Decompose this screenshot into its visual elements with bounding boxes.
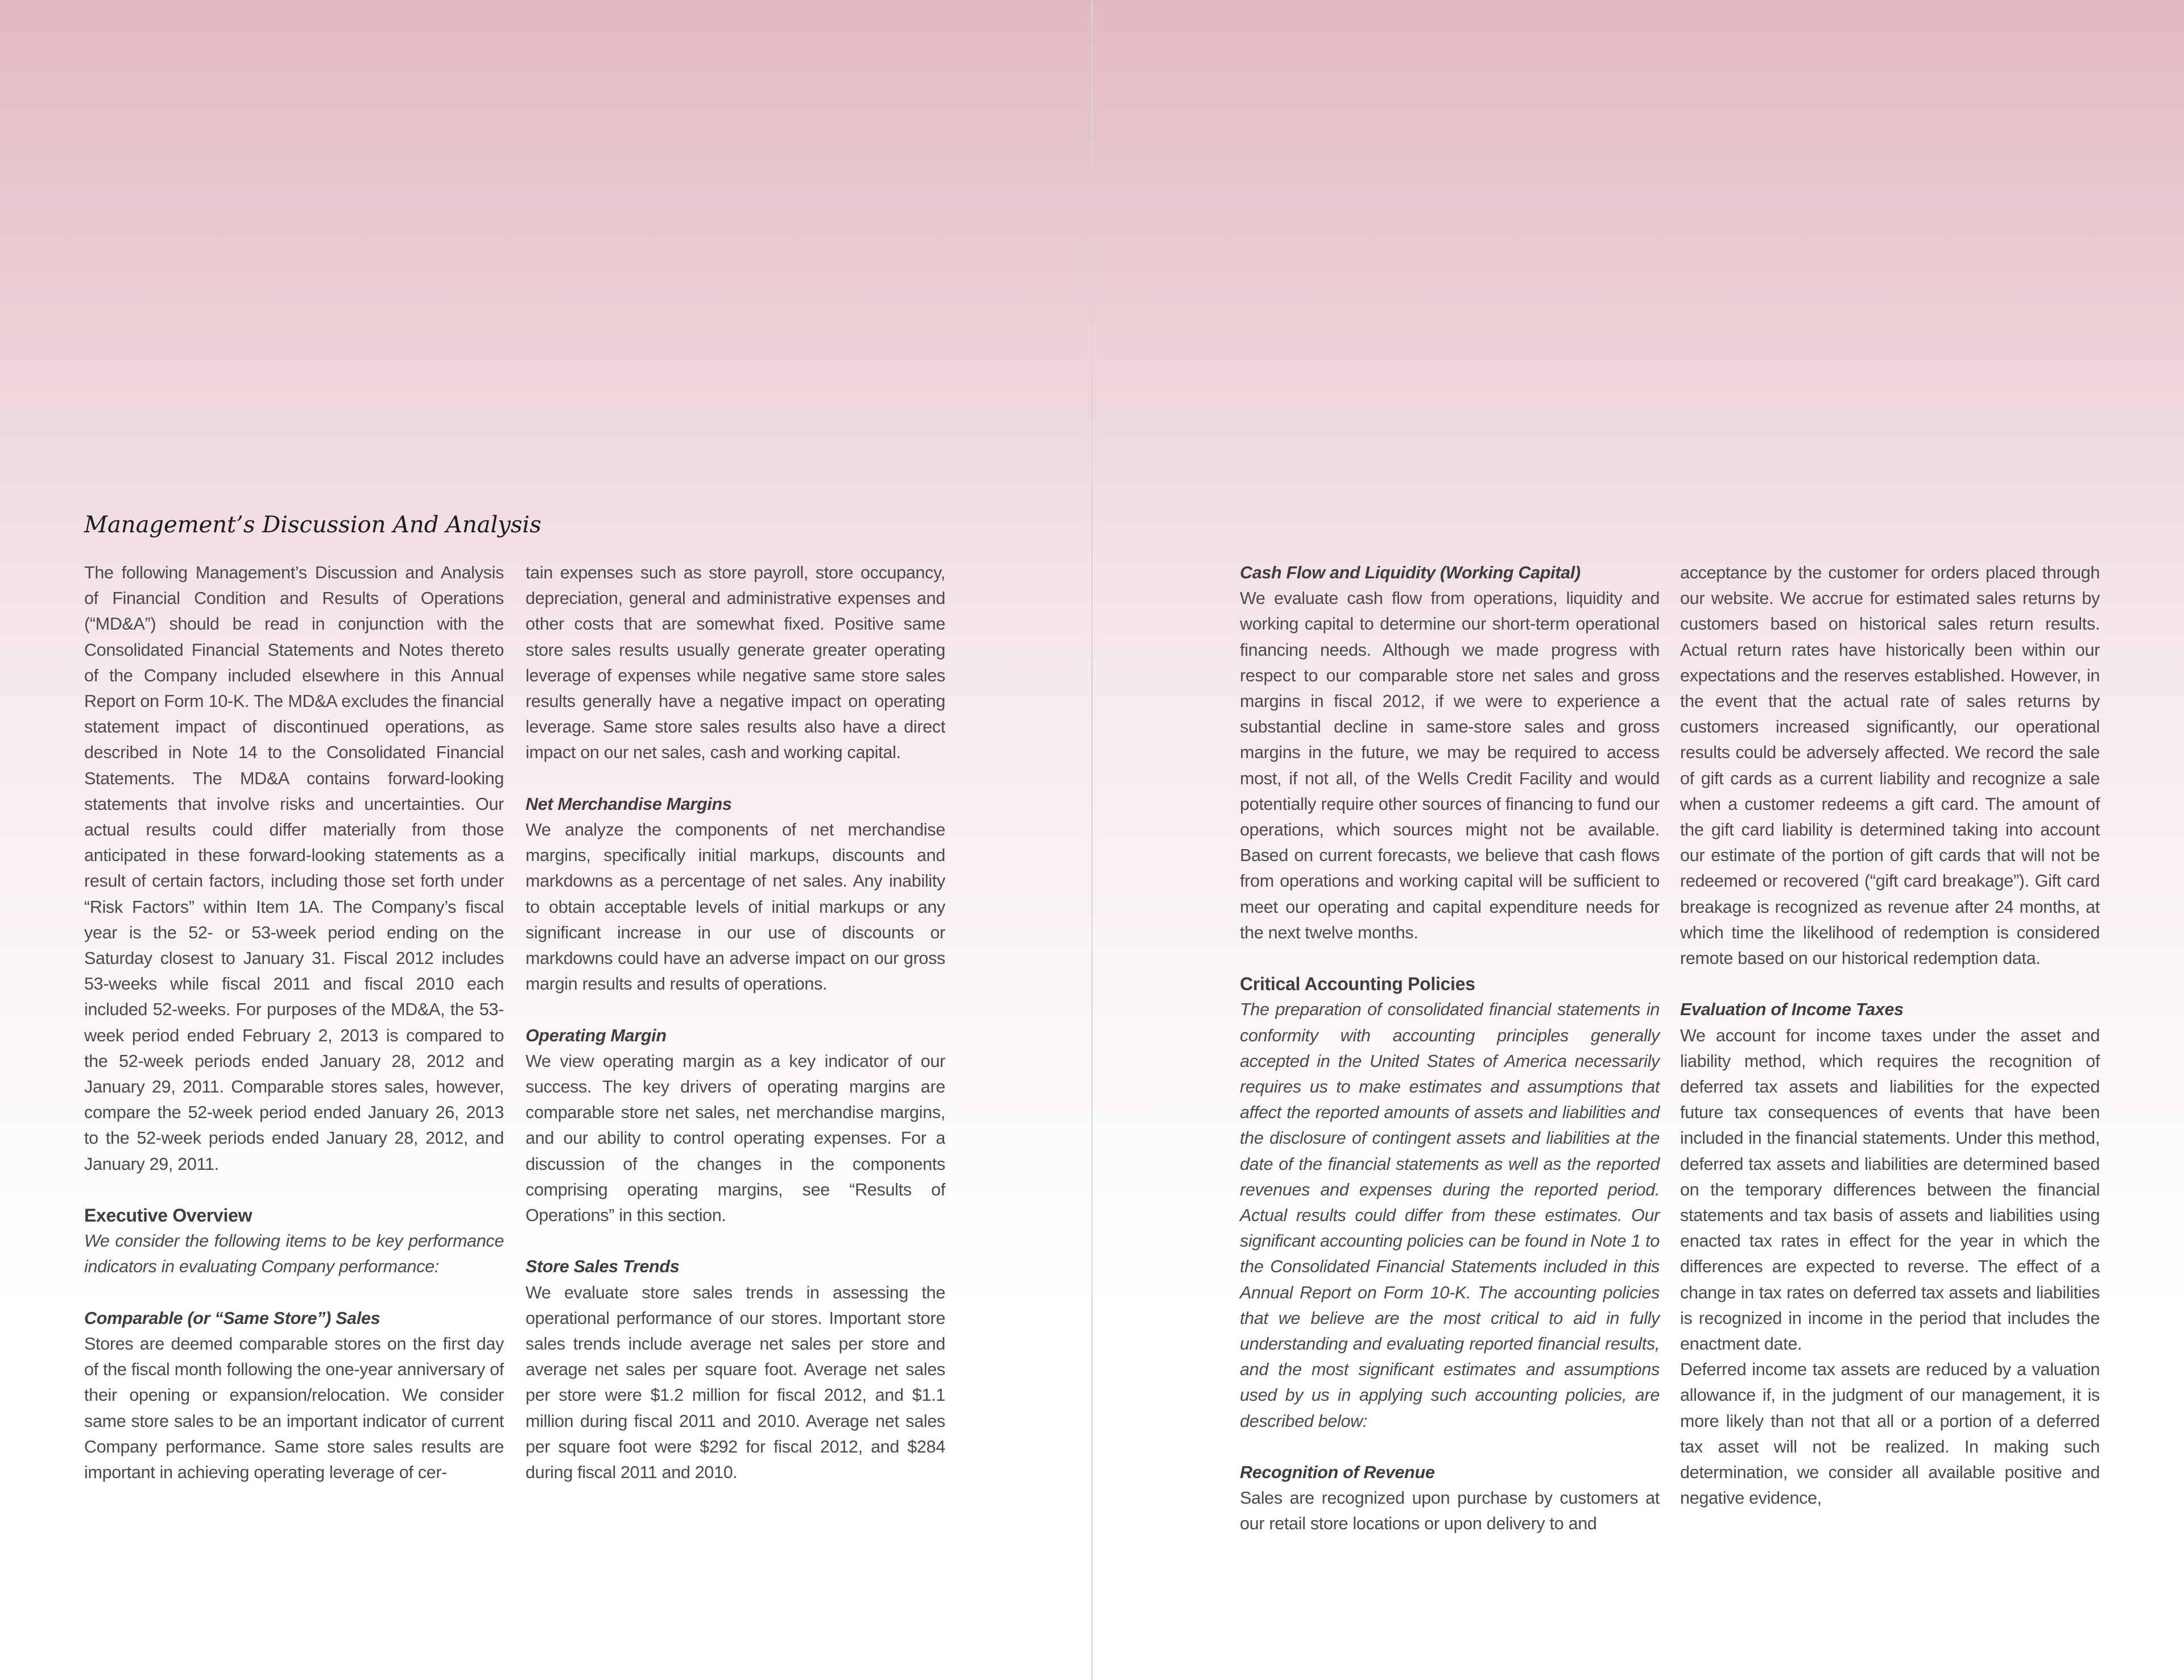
- column-1: [84, 560, 504, 1485]
- income-taxes-text: We account for income taxes under the asset and liability method, which requires the recognition of deferred tax assets and liabilities for the expected future tax consequences of events that have been included in the financial statements. Under this method, deferred tax assets and liabilities are determined based on the temporary differences between the financial statements and tax basis of assets and liabilities using enacted tax rates in effect for the year in which the differences are expected to reverse. The effect of a change in tax rates on deferred tax assets and liabilities is recognized in income in the period that includes the enactment date.: [1680, 1025, 2100, 1354]
- executive-overview-text: We consider the following items to be key performance indicators in evaluating Company performance:: [84, 1231, 504, 1277]
- column-4: [1680, 560, 2100, 1512]
- executive-overview-heading: Executive Overview: [84, 1205, 253, 1226]
- operating-margin-heading: Operating Margin: [526, 1025, 667, 1045]
- operating-margin-text: We view operating margin as a key indicator of our success. The key drivers of operating margins are comparable store net sales, net merchandise margins, and our ability to control operating expenses. For a discussion of the changes in the components comprising operating margins, see “Results of Operations” in this section.: [526, 1051, 945, 1226]
- comparable-sales-continued: tain expenses such as store payroll, store occupancy, depreciation, general and administrative expenses and other costs that are somewhat fixed. Positive same store sales results usually generate greater operating leverage of expenses while negative same store sales results generally have a negative impact on operating leverage. Same store sales results also have a direct impact on our net sales, cash and working capital.: [526, 563, 945, 763]
- cash-flow-heading: Cash Flow and Liquidity (Working Capital): [1240, 563, 1581, 582]
- critical-accounting-heading: Critical Accounting Policies: [1240, 974, 1475, 995]
- page-title: Management’s Discussion And Analysis: [84, 512, 541, 538]
- column-3: [1240, 560, 1660, 1537]
- income-taxes-heading: Evaluation of Income Taxes: [1680, 1000, 1904, 1020]
- net-merchandise-margins-heading: Net Merchandise Margins: [526, 794, 732, 814]
- critical-accounting-text: The preparation of consolidated financial statements in conformity with accounting principles generally accepted in the United States of America necessarily requires us to make estimates and assumptions that affect the reported amounts of assets and liabilities and the disclosure of contingent assets and liabilities at the date of the financial statements as well as the reported revenues and expenses during the reported period. Actual results could differ from these estimates. Our significant accounting policies can be found in Note 1 to the Consolidated Financial Statements included in this Annual Report on Form 10-K. The accounting policies that we believe are the most critical to aid in fully understanding and evaluating reported financial results, and the most significant estimates and assumptions used by us in applying such accounting policies, are described below:: [1240, 1000, 1660, 1431]
- intro-paragraph: The following Management’s Discussion and Analysis of Financial Condition and Results of Operations (“MD&A”) should be read in conjunction with the Consolidated Financial Statements and Notes thereto of the Company included elsewhere in this Annual Report on Form 10-K. The MD&A excludes the financial statement impact of discontinued operations, as described in Note 14 to the Consolidated Financial Statements. The MD&A contains forward-looking statements that involve risks and uncertainties. Our actual results could differ materially from those anticipated in these forward-looking statements as a result of certain factors, including those set forth under “Risk Factors” within Item 1A. The Company’s fiscal year is the 52- or 53-week period ending on the Saturday closest to January 31. Fiscal 2012 includes 53-weeks while fiscal 2011 and fiscal 2010 each included 52-weeks. For purposes of the MD&A, the 53-week period ended February 2, 2013 is compared to the 52-week periods ended January 28, 2012 and January 29, 2011. Comparable stores sales, however, compare the 52-week period ended January 26, 2013 to the 52-week periods ended January 28, 2012, and January 29, 2011.: [84, 563, 504, 1174]
- net-merchandise-margins-text: We analyze the components of net merchandise margins, specifically initial markups, discounts and markdowns as a percentage of net sales. Any inability to obtain acceptable levels of initial markups or any significant increase in our use of discounts or markdowns could have an adverse impact on our gross margin results and results of operations.: [526, 820, 945, 994]
- comparable-sales-heading: Comparable (or “Same Store”) Sales: [84, 1308, 380, 1328]
- store-sales-trends-text: We evaluate store sales trends in assessing the operational performance of our stores. Important store sales trends include average net sales per store and average net sales per square foot. Average net sales per store were $1.2 million for fiscal 2012, and $1.1 million during fiscal 2011 and 2010. Average net sales per square foot were $292 for fiscal 2012, and $284 during fiscal 2011 and 2010.: [526, 1282, 945, 1483]
- revenue-continued: acceptance by the customer for orders placed through our website. We accrue for estimated sales returns by customers based on historical sales return results. Actual return rates have historically been within our expectations and the reserves established. However, in the event that the actual rate of sales returns by customers increased significantly, our operational results could be adversely affected. We record the sale of gift cards as a current liability and recognize a sale when a customer redeems a gift card. The amount of the gift card liability is determined taking into account our estimate of the portion of gift cards that will not be redeemed or recovered (“gift card breakage”). Gift card breakage is recognized as revenue after 24 months, at which time the likelihood of redemption is considered remote based on our historical redemption data.: [1680, 563, 2100, 969]
- store-sales-trends-heading: Store Sales Trends: [526, 1257, 680, 1277]
- recognition-of-revenue-heading: Recognition of Revenue: [1240, 1463, 1435, 1483]
- cash-flow-text: We evaluate cash flow from operations, liquidity and working capital to determine our short-term operational financing needs. Although we made progress with respect to our comparable store net sales and gross margins in fiscal 2012, if we were to experience a substantial decline in same-store sales and gross margins in the future, we may be required to access most, if not all, of the Wells Credit Facility and would potentially require other sources of financing to fund our operations, which sources might not be available. Based on current forecasts, we believe that cash flows from operations and working capital will be sufficient to meet our operating and capital expenditure needs for the next twelve months.: [1240, 589, 1660, 942]
- comparable-sales-text: Stores are deemed comparable stores on the first day of the fiscal month following the one-year anniversary of their opening or expansion/relocation. We consider same store sales to be an important indicator of current Company performance. Same store sales results are important in achieving operating leverage of cer-: [84, 1334, 504, 1483]
- valuation-allowance-text: Deferred income tax assets are reduced by a valuation allowance if, in the judgment of our management, it is more likely than not that all or a portion of a deferred tax asset will not be realized. In making such determination, we consider all available positive and negative evidence,: [1680, 1360, 2100, 1508]
- recognition-of-revenue-text: Sales are recognized upon purchase by customers at our retail store locations or upon delivery to and: [1240, 1488, 1660, 1534]
- column-2: [526, 560, 945, 1485]
